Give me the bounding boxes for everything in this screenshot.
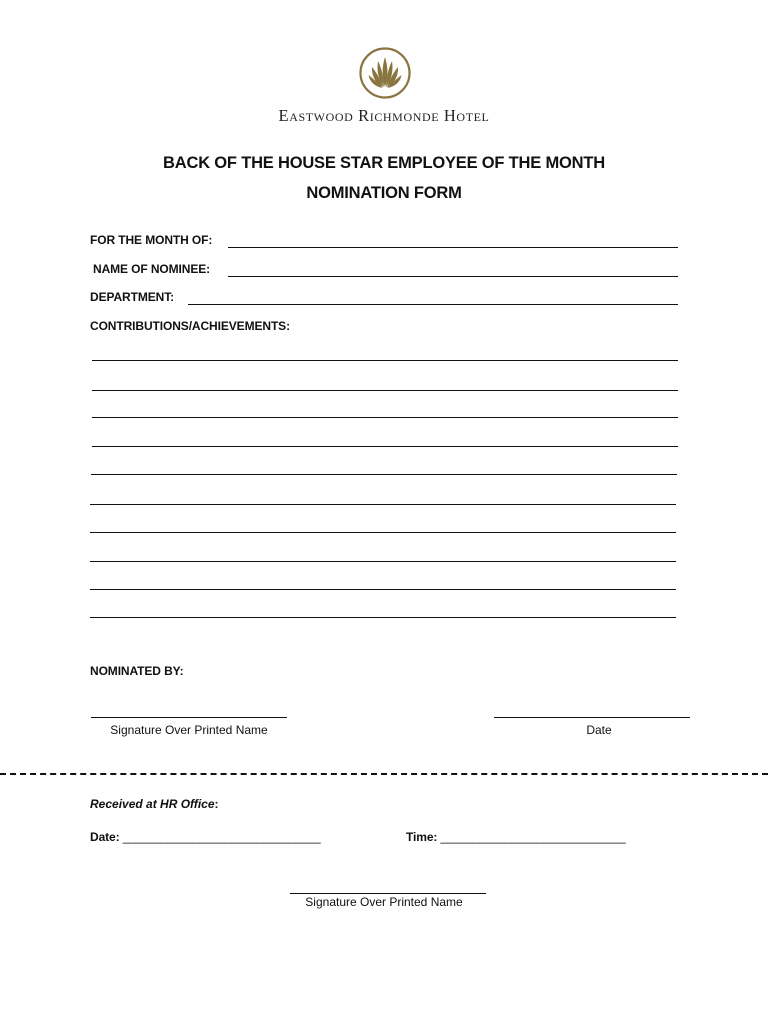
cut-line-divider — [0, 773, 768, 775]
month-label: FOR THE MONTH OF: — [90, 233, 213, 247]
nominee-label: NAME OF NOMINEE: — [93, 262, 211, 276]
hr-signature-caption: Signature Over Printed Name — [305, 895, 463, 909]
form-title-line2: NOMINATION FORM — [306, 184, 462, 202]
hotel-name: Eastwood Richmonde Hotel — [278, 106, 490, 125]
received-label: Received at HR Office — [90, 797, 215, 811]
hr-time-label: Time: — [406, 830, 438, 844]
nominator-signature-field[interactable] — [91, 717, 287, 718]
hr-date-row[interactable] — [90, 830, 320, 844]
hr-time-field[interactable]: _____________________________ — [440, 830, 626, 844]
contributions-line[interactable] — [90, 561, 676, 562]
contributions-line[interactable] — [90, 617, 676, 618]
contributions-line[interactable] — [92, 446, 678, 447]
nominee-field[interactable] — [228, 276, 678, 277]
nomination-date-caption: Date — [586, 723, 612, 737]
contributions-line[interactable] — [90, 504, 676, 505]
contributions-line[interactable] — [92, 360, 678, 361]
hr-signature-field[interactable] — [290, 893, 486, 894]
nomination-date-field[interactable] — [494, 717, 690, 718]
contributions-line[interactable] — [90, 589, 676, 590]
contributions-line[interactable] — [91, 474, 677, 475]
form-title-line1: BACK OF THE HOUSE STAR EMPLOYEE OF THE MONTH — [163, 154, 605, 172]
nominated-by-label: NOMINATED BY: — [90, 664, 184, 678]
received-at-hr — [90, 797, 219, 811]
hr-date-field[interactable]: _______________________________ — [122, 830, 321, 844]
nominator-signature-caption: Signature Over Printed Name — [110, 723, 268, 737]
contributions-line[interactable] — [92, 390, 678, 391]
department-label: DEPARTMENT: — [90, 290, 175, 304]
contributions-label: CONTRIBUTIONS/ACHIEVEMENTS: — [90, 319, 290, 333]
month-field[interactable] — [228, 247, 678, 248]
hr-time-row[interactable] — [406, 830, 625, 844]
contributions-line[interactable] — [92, 417, 678, 418]
shell-fan-logo-icon — [359, 46, 411, 100]
contributions-line[interactable] — [90, 532, 676, 533]
received-colon: : — [214, 797, 219, 811]
department-field[interactable] — [188, 304, 678, 305]
hr-date-label: Date: — [90, 830, 120, 844]
